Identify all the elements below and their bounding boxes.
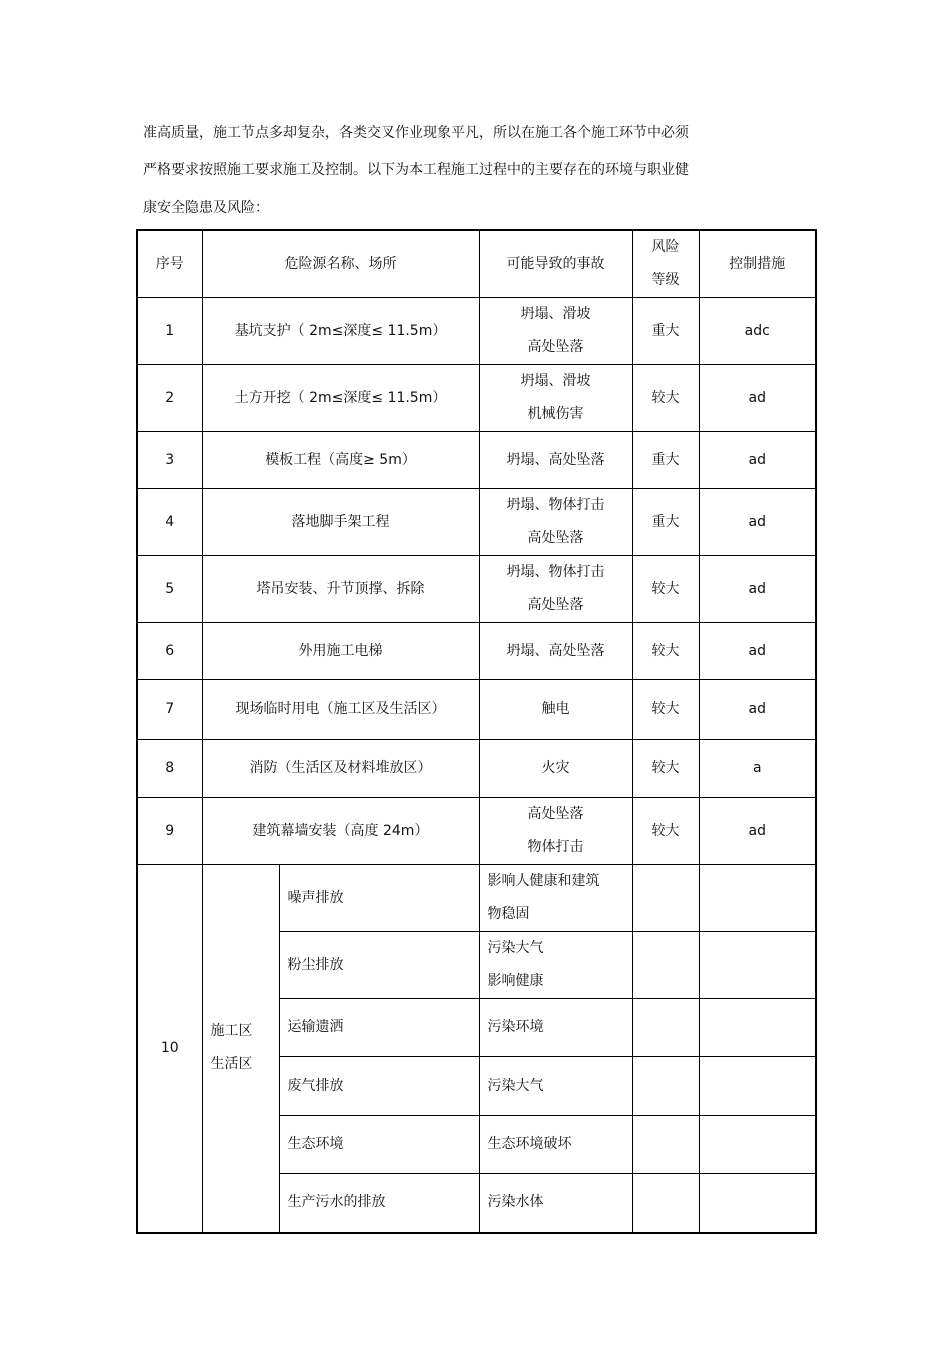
group-risk-level	[632, 865, 699, 932]
header-accident: 可能导致的事故	[479, 230, 632, 298]
hazard-source: 模板工程（高度≥ 5m）	[202, 432, 479, 489]
group-risk-level	[632, 932, 699, 999]
header-risk	[632, 230, 699, 298]
group-hazard-source: 粉尘排放	[279, 932, 479, 999]
group-hazard-source: 生产污水的排放	[279, 1174, 479, 1233]
table-row	[137, 798, 816, 865]
possible-accident	[479, 623, 632, 680]
group-area-line1: 施工区	[210, 1023, 253, 1040]
table-header-row	[137, 230, 816, 298]
control-measure: ad	[699, 489, 816, 556]
row-number: 2	[137, 365, 202, 432]
possible-accident-line1: 火灾	[541, 760, 570, 776]
possible-accident	[479, 680, 632, 740]
group-possible-accident-line2: 影响健康	[487, 973, 544, 989]
possible-accident-line1: 坍塌、高处坠落	[506, 451, 605, 468]
possible-accident	[479, 489, 632, 556]
group-possible-accident	[479, 1174, 632, 1233]
control-measure: ad	[699, 365, 816, 432]
row-number: 5	[137, 556, 202, 623]
risk-level: 较大	[632, 798, 699, 865]
intro-line-1: 准高质量，施工节点多却复杂，各类交叉作业现象平凡，所以在施工各个施工环节中必须	[143, 125, 689, 141]
group-control-measure	[699, 865, 816, 932]
group-control-measure	[699, 1174, 816, 1233]
group-area	[202, 865, 279, 1233]
risk-level: 较大	[632, 623, 699, 680]
control-measure: ad	[699, 432, 816, 489]
group-possible-accident-line1: 污染水体	[487, 1194, 544, 1211]
risk-level: 较大	[632, 556, 699, 623]
group-hazard-source: 噪声排放	[279, 865, 479, 932]
table-row	[137, 298, 816, 365]
group-possible-accident-line1: 污染大气	[487, 1077, 544, 1094]
possible-accident	[479, 798, 632, 865]
possible-accident-line1: 触电	[541, 701, 570, 717]
group-possible-accident-line1: 污染环境	[487, 1019, 544, 1035]
group-area-line2: 生活区	[210, 1056, 253, 1073]
group-risk-level	[632, 1174, 699, 1233]
group-rows	[137, 865, 816, 1233]
possible-accident-line2: 高处坠落	[527, 339, 584, 355]
group-possible-accident-line1: 影响人健康和建筑	[487, 873, 600, 889]
possible-accident-line1: 坍塌、高处坠落	[506, 642, 605, 659]
group-control-measure	[699, 932, 816, 999]
hazard-source: 塔吊安装、升节顶撑、拆除	[202, 556, 479, 623]
risk-level: 较大	[632, 680, 699, 740]
group-possible-accident-line2: 物稳固	[487, 906, 530, 922]
control-measure: ad	[699, 798, 816, 865]
possible-accident	[479, 365, 632, 432]
row-number: 6	[137, 623, 202, 680]
group-possible-accident	[479, 865, 632, 932]
group-hazard-source: 生态环境	[279, 1116, 479, 1174]
possible-accident	[479, 556, 632, 623]
header-risk-line1: 风险	[651, 239, 680, 255]
hazard-source: 外用施工电梯	[202, 623, 479, 680]
possible-accident	[479, 298, 632, 365]
control-measure: ad	[699, 556, 816, 623]
hazard-source: 建筑幕墙安装（高度 24m）	[202, 798, 479, 865]
group-risk-level	[632, 1116, 699, 1174]
table-row	[137, 432, 816, 489]
possible-accident-line1: 高处坠落	[527, 806, 584, 822]
possible-accident-line1: 坍塌、滑坡	[520, 373, 591, 389]
table-row	[137, 489, 816, 556]
hazard-source: 现场临时用电（施工区及生活区）	[202, 680, 479, 740]
header-no: 序号	[137, 230, 202, 298]
table-row	[137, 865, 816, 932]
header-source: 危险源名称、场所	[202, 230, 479, 298]
table-row	[137, 680, 816, 740]
possible-accident-line2: 高处坠落	[527, 530, 584, 546]
table-row	[137, 740, 816, 798]
header-risk-line2: 等级	[651, 272, 680, 288]
group-possible-accident-line1: 生态环境破坏	[487, 1136, 572, 1152]
group-possible-accident-line1: 污染大气	[487, 940, 544, 956]
row-number: 8	[137, 740, 202, 798]
group-possible-accident	[479, 1057, 632, 1116]
table-row	[137, 365, 816, 432]
group-risk-level	[632, 1057, 699, 1116]
header-measure: 控制措施	[699, 230, 816, 298]
control-measure: adc	[699, 298, 816, 365]
group-control-measure	[699, 999, 816, 1057]
row-number: 3	[137, 432, 202, 489]
group-hazard-source: 运输遗洒	[279, 999, 479, 1057]
control-measure: ad	[699, 623, 816, 680]
group-row-number: 10	[137, 865, 202, 1233]
group-risk-level	[632, 999, 699, 1057]
table-row	[137, 556, 816, 623]
intro-line-3: 康安全隐患及风险：	[143, 200, 269, 216]
table-row	[137, 623, 816, 680]
numbered-rows	[137, 298, 816, 865]
row-number: 1	[137, 298, 202, 365]
risk-level: 重大	[632, 298, 699, 365]
control-measure: ad	[699, 680, 816, 740]
group-control-measure	[699, 1057, 816, 1116]
possible-accident-line1: 坍塌、滑坡	[520, 306, 591, 322]
possible-accident-line2: 高处坠落	[527, 597, 584, 613]
hazard-source: 消防（生活区及材料堆放区）	[202, 740, 479, 798]
intro-line-2: 严格要求按照施工要求施工及控制。以下为本工程施工过程中的主要存在的环境与职业健	[143, 162, 689, 178]
hazard-source: 土方开挖（ 2m≤深度≤ 11.5m）	[202, 365, 479, 432]
possible-accident-line2: 机械伤害	[527, 406, 584, 422]
hazard-source: 基坑支护（ 2m≤深度≤ 11.5m）	[202, 298, 479, 365]
group-possible-accident	[479, 1116, 632, 1174]
group-control-measure	[699, 1116, 816, 1174]
group-possible-accident	[479, 999, 632, 1057]
row-number: 7	[137, 680, 202, 740]
hazard-source: 落地脚手架工程	[202, 489, 479, 556]
possible-accident	[479, 432, 632, 489]
possible-accident-line1: 坍塌、物体打击	[506, 497, 605, 513]
risk-level: 较大	[632, 365, 699, 432]
risk-level: 重大	[632, 489, 699, 556]
hazard-risk-table	[136, 229, 817, 1234]
possible-accident-line2: 物体打击	[527, 839, 584, 855]
row-number: 4	[137, 489, 202, 556]
risk-level: 重大	[632, 432, 699, 489]
group-possible-accident	[479, 932, 632, 999]
risk-level: 较大	[632, 740, 699, 798]
group-hazard-source: 废气排放	[279, 1057, 479, 1116]
control-measure: a	[699, 740, 816, 798]
row-number: 9	[137, 798, 202, 865]
possible-accident	[479, 740, 632, 798]
possible-accident-line1: 坍塌、物体打击	[506, 564, 605, 580]
